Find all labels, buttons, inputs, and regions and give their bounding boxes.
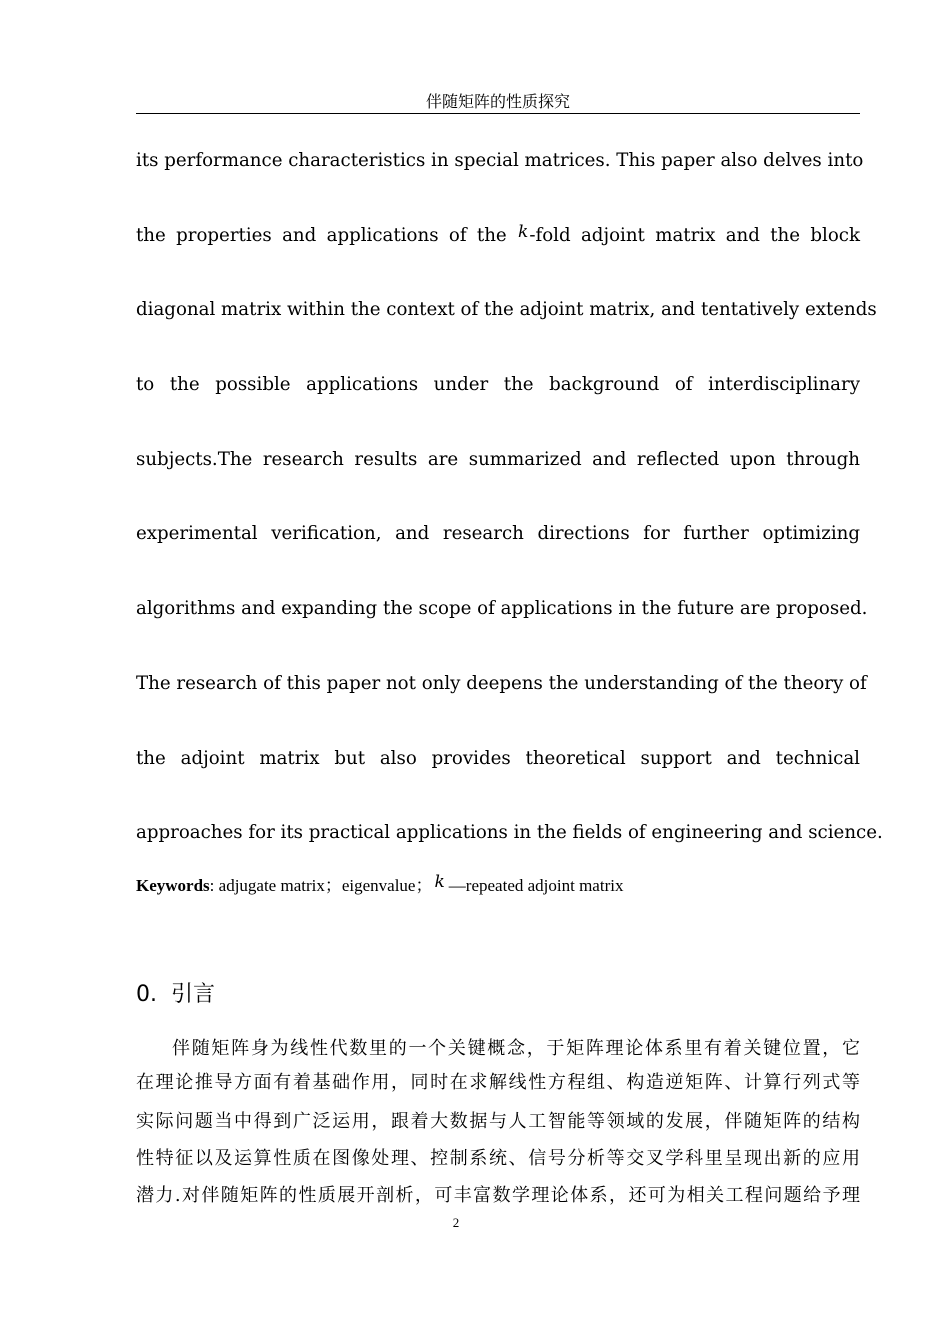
intro-line-4: 性特征以及运算性质在图像处理、控制系统、信号分析等交叉学科里呈现出新的应用 xyxy=(136,1148,860,1169)
keywords-text-1: : adjugate matrix；eigenvalue； xyxy=(209,876,433,895)
page-header-title: 伴随矩阵的性质探究 xyxy=(425,92,570,111)
intro-line-1: 伴随矩阵身为线性代数里的一个关键概念，于矩阵理论体系里有着关键位置，它 xyxy=(172,1038,860,1059)
abstract-line-9: the adjoint matrix but also provides theoretical support and technical xyxy=(136,748,860,769)
page-number: 2 xyxy=(452,1215,460,1230)
abstract-line-1: its performance characteristics in special matrices. This paper also delves into xyxy=(136,150,864,171)
abstract-line-2 xyxy=(136,223,860,249)
abstract-line-2-pre: the properties and applications of the xyxy=(136,225,518,246)
abstract-line-5: subjects.The research results are summarized and reflected upon through xyxy=(136,449,860,470)
k-variable: k xyxy=(518,222,529,242)
abstract-line-2-post: -fold adjoint matrix and the block xyxy=(529,225,860,246)
abstract-line-8: The research of this paper not only deepens the understanding of the theory of xyxy=(136,673,867,694)
intro-line-3: 实际问题当中得到广泛运用，跟着大数据与人工智能等领域的发展，伴随矩阵的结构 xyxy=(136,1111,860,1132)
intro-line-2: 在理论推导方面有着基础作用，同时在求解线性方程组、构造逆矩阵、计算行列式等 xyxy=(136,1072,860,1093)
abstract-line-10: approaches for its practical applications in the fields of engineering and science. xyxy=(136,822,883,843)
keywords-k-variable: k xyxy=(434,872,445,892)
section-title: 引言 xyxy=(171,982,216,1007)
keywords-line xyxy=(136,872,860,897)
keywords-label: Keywords xyxy=(136,876,210,895)
abstract-line-7: algorithms and expanding the scope of applications in the future are proposed. xyxy=(136,598,868,619)
section-heading xyxy=(136,980,215,1010)
abstract-line-3: diagonal matrix within the context of the adjoint matrix, and tentatively extends xyxy=(136,299,877,320)
keywords-text-2: —repeated adjoint matrix xyxy=(448,876,624,895)
abstract-line-6: experimental verification, and research directions for further optimizing xyxy=(136,523,860,544)
header-rule xyxy=(136,113,860,114)
section-number: 0. xyxy=(136,982,157,1007)
intro-line-5: 潜力.对伴随矩阵的性质展开剖析，可丰富数学理论体系，还可为相关工程问题给予理 xyxy=(136,1185,860,1206)
abstract-line-4: to the possible applications under the background of interdisciplinary xyxy=(136,374,860,395)
